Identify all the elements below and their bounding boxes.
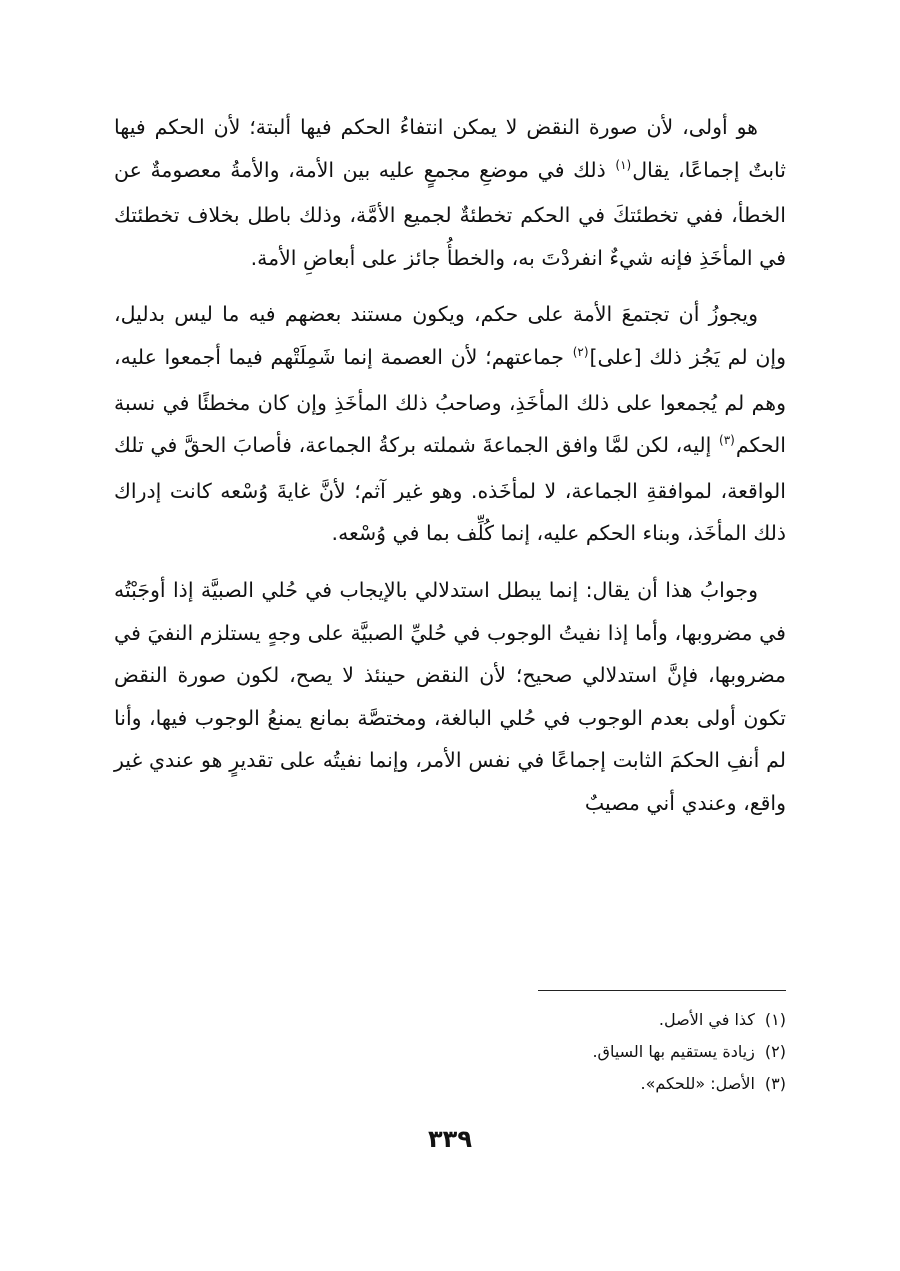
paragraph-1 [114, 106, 786, 279]
footnote-ref-2: (٢) [572, 344, 589, 359]
paragraph-1-text-b: ذلك في موضعِ مجمعٍ عليه بين الأمة، والأمةُ معصومةٌ عن الخطأ، ففي تخطئتكَ في الحكم تخطئةٌ لجميع الأمَّة، وذلك باطل بخلاف تخطئتك في المأخَذِ فإنه شيءٌ انفردْتَ به، والخطأُ جائز على أبعاضِ الأمة. [114, 157, 786, 270]
footnotes [300, 1004, 786, 1100]
footnote-number: (١) [764, 1010, 786, 1029]
paragraph-2-text-c: إليه، لكن لمَّا وافق الجماعةَ شملته بركةُ الجماعة، فأصابَ الحقَّ في تلك الواقعة، لموافقةِ الجماعة، لا لمأخَذه. وهو غير آثم؛ لأنَّ غايةَ وُسْعه كانت إدراك ذلك المأخَذ، وبناء الحكم عليه، إنما كُلِّف بما في وُسْعه. [114, 433, 786, 546]
footnote-ref-1: (١) [615, 157, 632, 172]
footnote-number: (٢) [764, 1042, 786, 1061]
footnote-1 [300, 1004, 786, 1036]
footnote-text: الأصل: «للحكم». [640, 1074, 755, 1093]
page-number: ٣٣٩ [428, 1125, 472, 1153]
paragraph-2-text-a: ويجوزُ أن تجتمعَ الأمة على حكم، ويكون مستند بعضهم فيه ما ليس بدليل، وإن لم يَجُز ذلك [على] [114, 302, 787, 369]
paragraph-3-text: وجوابُ هذا أن يقال: إنما يبطل استدلالي بالإيجاب في حُلي الصبيَّة إذا أوجَبْتُه في مضروبها، وأما إذا نفيتُ الوجوب في حُليِّ الصبيَّة على وجهٍ يستلزم النفيَ في مضروبها، فإنَّ استدلالي صحيح؛ لأن النقض حينئذ لا يصح، لكون صورة النقض تكون أولى بعدم الوجوب في حُلي البالغة، ومختصَّة بمانع يمنعُ الوجوب فيها، وأنا لم أنفِ الحكمَ الثابت إجماعًا في نفس الأمر، وإنما نفيتُه على تقديرٍ هو عندي غير واقع، وعندي أني مصيبٌ [114, 577, 786, 815]
main-text [114, 106, 786, 825]
footnote-number: (٣) [764, 1074, 786, 1093]
footnote-text: كذا في الأصل. [658, 1010, 755, 1029]
footnote-separator [538, 990, 786, 991]
paragraph-2-text-b: جماعتهم؛ لأن العصمة إنما شَمِلَتْهم فيما أجمعوا عليه، وهم لم يُجمعوا على ذلك المأخَذِ، وصاحبُ ذلك المأخَذِ وإن كان مخطئًا في نسبة الحكم [114, 344, 786, 458]
paragraph-3 [114, 569, 786, 825]
footnote-2 [300, 1036, 786, 1068]
footnote-text: زيادة يستقيم بها السياق. [592, 1042, 755, 1061]
paragraph-2 [114, 293, 786, 555]
footnote-ref-3: (٣) [719, 433, 735, 448]
paragraph-1-text-a: هو أولى، لأن صورة النقض لا يمكن انتفاءُ الحكم فيها ألبتة؛ لأن الحكم فيها ثابتٌ إجماعًا، يقال [114, 115, 786, 182]
footnote-3 [300, 1068, 786, 1100]
